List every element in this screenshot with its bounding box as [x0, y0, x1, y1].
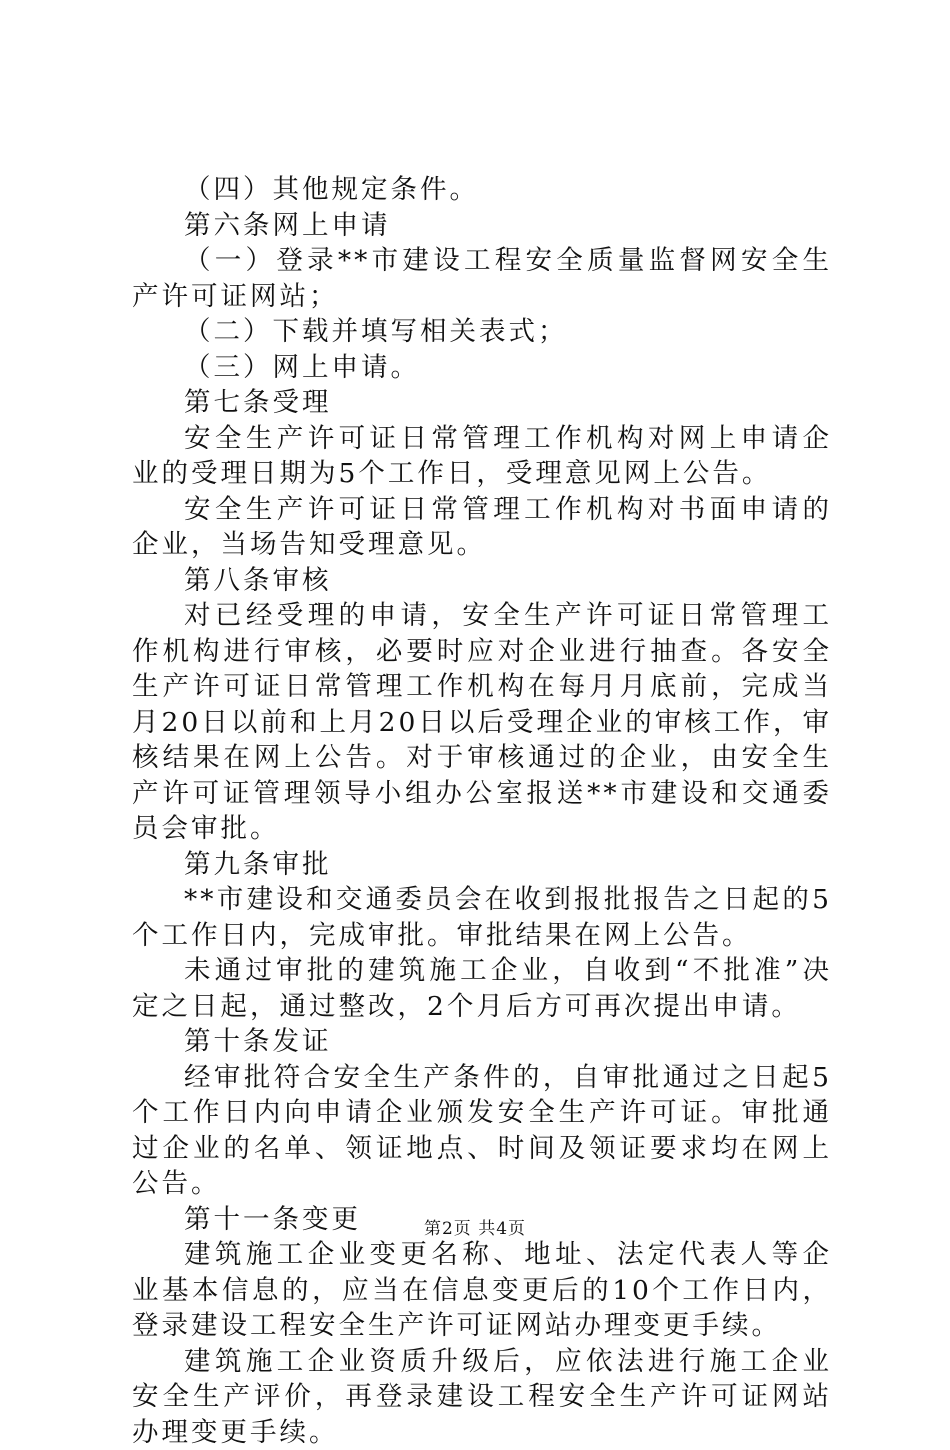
paragraph: 建筑施工企业资质升级后，应依法进行施工企业安全生产评价，再登录建设工程安全生产许可证网站办理变更手续。: [132, 1344, 832, 1450]
paragraph: （三）网上申请。: [132, 350, 832, 386]
paragraph: （一）登录**市建设工程安全质量监督网安全生产许可证网站；: [132, 243, 832, 314]
paragraph: （二）下载并填写相关表式；: [132, 314, 832, 350]
paragraph: 建筑施工企业变更名称、地址、法定代表人等企业基本信息的，应当在信息变更后的10个工作日内，登录建设工程安全生产许可证网站办理变更手续。: [132, 1237, 832, 1344]
paragraph: 未通过审批的建筑施工企业，自收到“不批准”决定之日起，通过整改，2个月后方可再次提出申请。: [132, 953, 832, 1024]
paragraph: **市建设和交通委员会在收到报批报告之日起的5个工作日内，完成审批。审批结果在网上公告。: [132, 882, 832, 953]
article-heading: 第八条审核: [132, 563, 832, 599]
paragraph: 安全生产许可证日常管理工作机构对书面申请的企业，当场告知受理意见。: [132, 492, 832, 563]
article-heading: 第九条审批: [132, 847, 832, 883]
article-heading: 第十一条变更: [132, 1202, 832, 1238]
paragraph: 对已经受理的申请，安全生产许可证日常管理工作机构进行审核，必要时应对企业进行抽查。各安全生产许可证日常管理工作机构在每月月底前，完成当月20日以前和上月20日以后受理企业的审核工作，审核结果在网上公告。对于审核通过的企业，由安全生产许可证管理领导小组办公室报送**市建设和交通委员会审批。: [132, 598, 832, 847]
article-heading: 第十条发证: [132, 1024, 832, 1060]
page-number-label: 第2页 共4页: [424, 1219, 526, 1239]
article-heading: 第六条网上申请: [132, 208, 832, 244]
document-body: [132, 172, 832, 1450]
article-heading: 第七条受理: [132, 385, 832, 421]
paragraph: （四）其他规定条件。: [132, 172, 832, 208]
page-footer: [0, 1214, 950, 1239]
paragraph: 经审批符合安全生产条件的，自审批通过之日起5个工作日内向申请企业颁发安全生产许可证。审批通过企业的名单、领证地点、时间及领证要求均在网上公告。: [132, 1060, 832, 1202]
paragraph: 安全生产许可证日常管理工作机构对网上申请企业的受理日期为5个工作日，受理意见网上公告。: [132, 421, 832, 492]
